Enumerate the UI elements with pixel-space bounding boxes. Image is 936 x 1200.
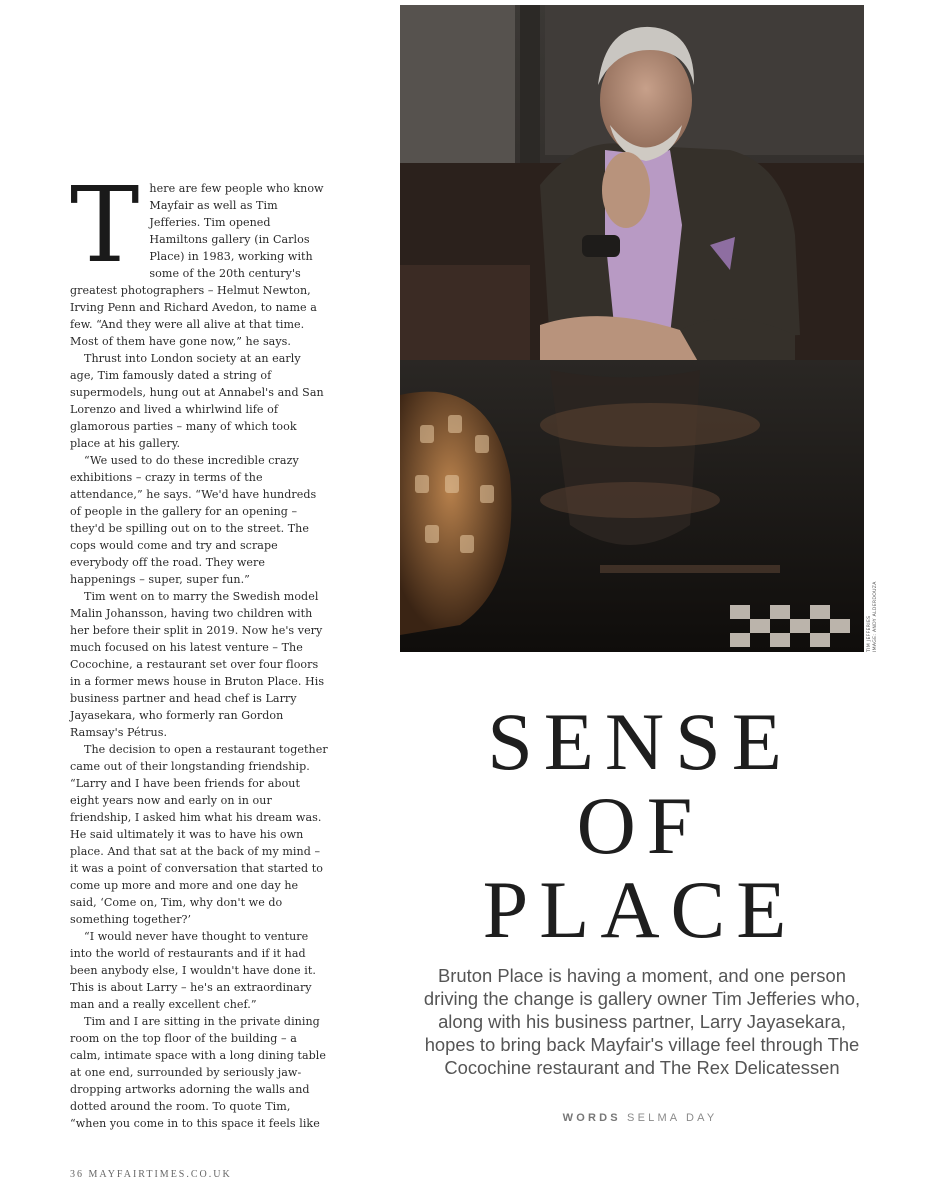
photo-credit: TIM JEFFERIES IMAGE: ANDY ALDERDOUZA — [867, 581, 878, 652]
standfirst: Bruton Place is having a moment, and one person driving the change is gallery owner Tim Jefferies who, along with his business partner, Larry Jayasekara, hopes to bring back Mayfair's village feel through The Cocochine restaurant and The Rex Delicatessen — [423, 965, 861, 1078]
folio — [70, 1169, 232, 1180]
article-paragraph-2: Thrust into London society at an early age, Tim famously dated a string of supermodels, hung out at Annabel's and San Lorenzo and lived a whirlwind life of glamorous parties – many of which took place at his gallery. — [70, 352, 324, 450]
byline — [420, 1112, 860, 1124]
headline — [420, 696, 860, 955]
article-paragraph-6: “I would never have thought to venture into the world of restaurants and if it had been anybody else, I wouldn't have done it. This is about Larry – he's an extraordinary man and a really excellent chef.” — [70, 930, 316, 1011]
article-paragraph-5: The decision to open a restaurant together came out of their longstanding friendship. “Larry and I have been friends for about eight years now and early on in our friendship, I asked him what his dream was. He said ultimately it was to have his own place. And that sat at the back of my mind – it was a point of conversation that started to come up more and more and one day he said, ‘Come on, Tim, why don't we do something together?’ — [70, 743, 328, 926]
portrait-illustration — [400, 5, 864, 652]
headline-line-2: OF — [576, 780, 704, 871]
drop-cap: T — [70, 164, 140, 286]
article-body — [70, 164, 328, 1132]
article-paragraph-7: Tim and I are sitting in the private dining room on the top floor of the building – a calm, intimate space with a long dining table at one end, surrounded by seriously jaw-dropping artworks adorning the walls and dotted around the room. To quote Tim, “when you come in to this space it feels like — [70, 1015, 327, 1130]
article-paragraph-1: There are few people who know Mayfair as well as Tim Jefferies. Tim opened Hamiltons gallery (in Carlos Place) in 1983, working with some of the 20th century's greatest photographers – Helmut Newton, Irving Penn and Richard Avedon, to name a few. “And they were all alive at that time. Most of them have gone now,” he says. — [70, 164, 324, 348]
headline-line-3: PLACE — [482, 864, 798, 955]
page-number: 36 — [70, 1169, 84, 1180]
site-name: MAYFAIRTIMES.CO.UK — [88, 1169, 232, 1180]
byline-label: WORDS — [562, 1112, 621, 1124]
portrait-photo — [400, 5, 864, 652]
byline-author: SELMA DAY — [627, 1112, 718, 1124]
headline-line-1: SENSE — [487, 696, 793, 787]
article-paragraph-4: Tim went on to marry the Swedish model Malin Johansson, having two children with her before their split in 2019. Now he's very much focused on his latest venture – The Cocochine, a restaurant set over four floors in a former mews house in Bruton Place. His business partner and head chef is Larry Jayasekara, who formerly ran Gordon Ramsay's Pétrus. — [70, 590, 325, 739]
article-paragraph-3: “We used to do these incredible crazy exhibitions – crazy in terms of the attendance,” he says. “We'd have hundreds of people in the gallery for an opening – they'd be spilling out on to the street. The cops would come and try and scrape everybody off the road. They were happenings – super, super fun.” — [70, 454, 317, 586]
